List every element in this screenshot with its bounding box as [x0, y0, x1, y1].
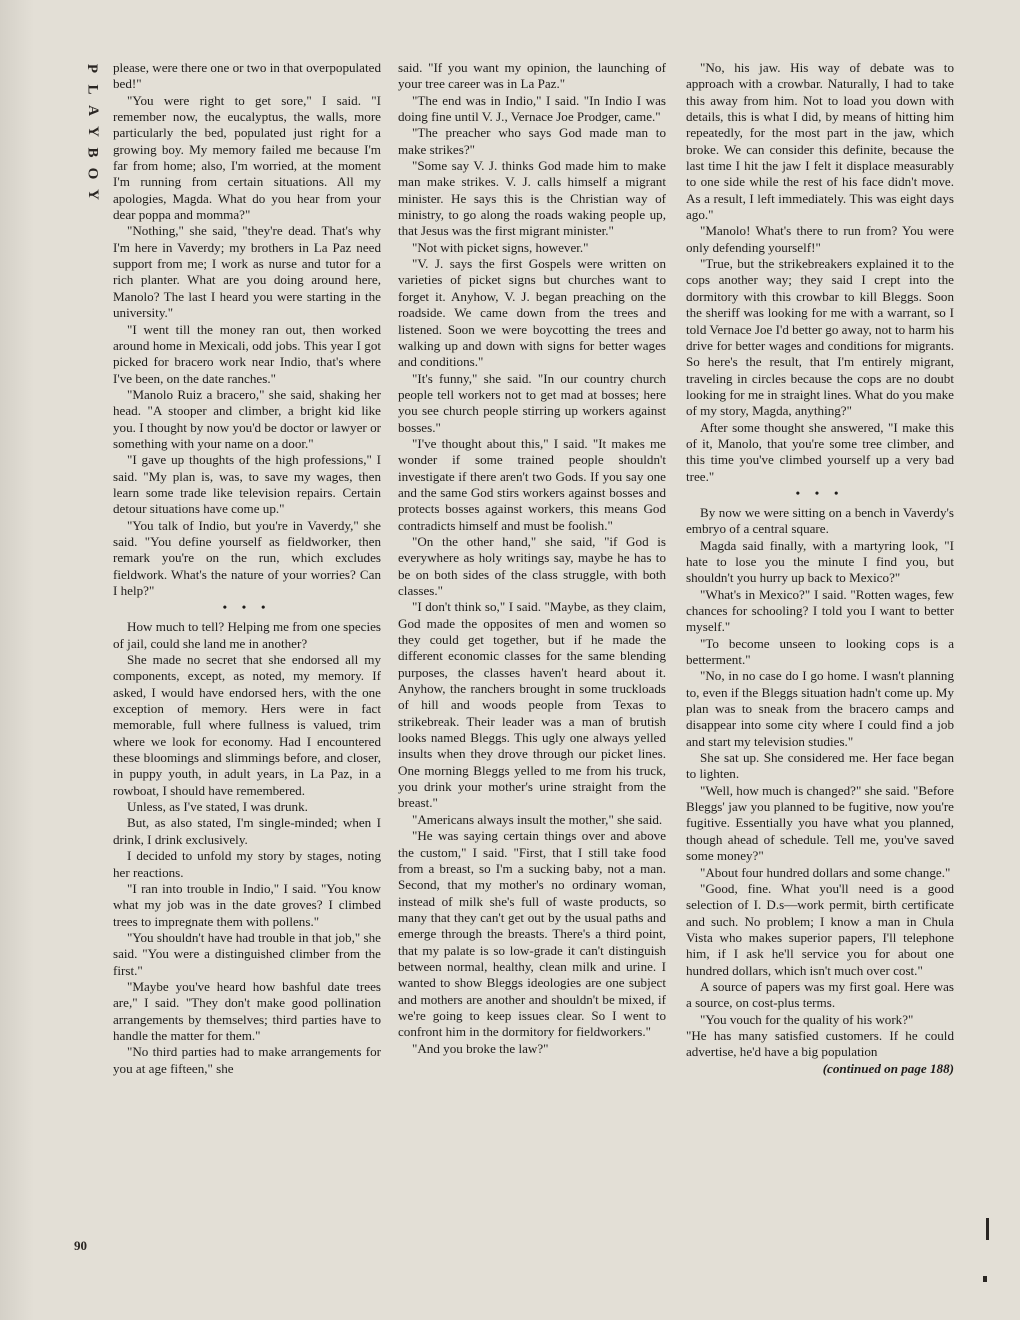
paragraph: "Maybe you've heard how bashful date trees are," I said. "They don't make good pollination arrangements by themselves; third parties have to handle the matter for them."	[113, 978, 381, 1043]
paragraph: "You vouch for the quality of his work?"	[700, 1011, 914, 1027]
paragraph: "Manolo! What's there to run from? You were only defending yourself!"	[686, 223, 954, 255]
continued-note: (continued on page 188)	[822, 1060, 954, 1076]
masthead-letter: O	[84, 167, 101, 180]
paragraph: "It's funny," she said. "In our country church people tell workers not to get mad at bosses; here you see church people stirring up workers against bosses."	[398, 370, 666, 435]
paragraph: "I went till the money ran out, then worked around home in Mexicali, odd jobs. This year I got picked for bracero work near Indio, that's where I've been, on the date ranches."	[113, 321, 381, 386]
paragraph: "You shouldn't have had trouble in that job," she said. "You were a distinguished climber from the first."	[113, 929, 381, 978]
paragraph: "You talk of Indio, but you're in Vaverdy," she said. "You define yourself as fieldworker, then remark you're on the run, which excludes fieldwork. What's the nature of your worries? Can I help?"	[113, 517, 381, 598]
text-column-3	[686, 60, 954, 1077]
paragraph: But, as also stated, I'm single-minded; when I drink, I drink exclusively.	[113, 815, 381, 847]
paragraph: "No third parties had to make arrangements for you at age fifteen," she	[113, 1044, 381, 1076]
section-break: • • •	[795, 485, 845, 500]
paragraph: "I've thought about this," I said. "It makes me wonder if some trained people shouldn't investigate if there aren't two Gods. If you say one and the same God stirs workers against bosses and protects bosses against workers, this means God contradicts himself and must be foolish."	[398, 435, 666, 533]
paragraph: After some thought she answered, "I make this of it, Manolo, that you're some tree climber, and this time you've climbed yourself up a very bad tree."	[686, 419, 954, 484]
edge-mark	[983, 1276, 987, 1282]
edge-mark	[986, 1218, 989, 1240]
paragraph: "Good, fine. What you'll need is a good selection of I. D.s—work permit, birth certificate and such. No problem; I know a man in Chula Vista who makes superior papers, I'll telephone him, if I ask he'll service you for about one hundred dollars, which isn't much over cost."	[686, 880, 954, 978]
masthead-letter: Y	[84, 126, 101, 137]
paragraph: A source of papers was my first goal. Here was a source, on cost-plus terms.	[686, 978, 954, 1011]
section-break: • • •	[222, 600, 272, 615]
page-edge-shadow	[0, 0, 34, 1320]
paragraph: "No, his jaw. His way of debate was to approach with a crowbar. Naturally, I had to take this away from him. Not to load you down with details, this is what I did, by means of hitting him repeatedly, for the most part in the jaw, which broke. We can consider this definite, because the last time I hit the jaw I felt it displace measurably to one side while the rest of his face didn't move. As a result, I left immediately. This was eight days ago."	[686, 60, 954, 223]
paragraph: please, were there one or two in that overpopulated bed!"	[113, 60, 381, 92]
paragraph: "What's in Mexico?" I said. "Rotten wages, few chances for schooling? I told you I want to better myself."	[686, 586, 954, 635]
paragraph: "Manolo Ruiz a bracero," she said, shaking her head. "A stooper and climber, a bright kid like you. I thought by now you'd be doctor or lawyer or something with your name on a door."	[113, 386, 381, 451]
paragraph: "He was saying certain things over and above the custom," I said. "First, that I still take food from a breast, so I'm a sucking baby, not a man. Second, that my mother's no ordinary woman, instead of milk she's full of waste products, so many that they can't get out by the usual paths and emerge through the breasts. There's a third point, that my palate is so low-grade it can't distinguish between normal, healthy, clean milk and urine. I wanted to show Bleggs ideologies are one subject and mothers are another and shouldn't be mixed, if we're going to keep issues clear. So I went to confront him in the dormitory for fieldworkers."	[398, 828, 666, 1040]
paragraph: "And you broke the law?"	[412, 1040, 549, 1056]
paragraph: "To become unseen to looking cops is a betterment."	[686, 635, 954, 668]
page-number: 90	[74, 1238, 87, 1253]
masthead-letter: L	[84, 84, 101, 95]
paragraph: She made no secret that she endorsed all my components, except, as noted, my memory. If asked, I would have endorsed hers, with the one exception of memory. Hers were in fact memorable, full where fullness is valued, trim where we look for economy. Had I encountered these bloomings and slimmings before, and closer, in puppy youth, in adult years, in La Paz, in a rowboat, I should have remembered.	[113, 652, 381, 798]
paragraph: "He has many satisfied customers. If he could advertise, he'd have a big population	[686, 1027, 954, 1060]
masthead-letter: P	[84, 63, 101, 74]
paragraph: "V. J. says the first Gospels were written on varieties of picket signs but churches want to forget it. Anyhow, V. J. began preaching on the roadside. We came down from the trees and listened. Soon we were boycotting the trees and walking up and down with signs for better wages and conditions."	[398, 256, 666, 370]
text-column-2	[398, 60, 666, 1057]
paragraph: How much to tell? Helping me from one species of jail, could she land me in another?	[113, 619, 381, 651]
playboy-masthead-vertical	[82, 58, 102, 205]
paragraph: "On the other hand," she said, "if God is everywhere as holy writings say, maybe he has to be on both sides of the class struggle, with both classes."	[398, 533, 666, 598]
text-column-1	[113, 60, 381, 1077]
paragraph: "I gave up thoughts of the high professions," I said. "My plan is, was, to save my wages, then learn some trade like television repairs. Certain detour situations have come up."	[113, 452, 381, 517]
paragraph: said. "If you want my opinion, the launching of your tree career was in La Paz."	[398, 60, 666, 92]
paragraph: "True, but the strikebreakers explained it to the cops another way; they said I crept into the dormitory with this crowbar to kill Bleggs. Soon the sheriff was looking for me with a warrant, so I told Vernace Joe I'd better go away, not to harm his drive for better wages and conditions for migrants. So here's the result, that I'm entirely migrant, traveling in circles because the cops are no doubt looking for me in straight lines. What do you make of my story, Magda, anything?"	[686, 256, 954, 419]
paragraph: "You were right to get sore," I said. "I remember now, the eucalyptus, the walls, more particularly the bed, populated just right for a growing boy. My memory failed me because I'm far from home; also, I'm worried, at the moment I'm running from certain situations. All my apologies, Magda. What do you hear from your dear poppa and momma?"	[113, 92, 381, 223]
paragraph: "I don't think so," I said. "Maybe, as they claim, God made the opposites of men and women so they could get together, but if he made the different economic classes for the same blending purposes, the classes haven't heard about it. Anyhow, the ranchers brought in some truckloads of hill and woods people from Texas to strikebreak. Their leader was a man of brutish looks named Bleggs. This ugly one always yelled insults when they drove through our picket lines. One morning Bleggs yelled to me from his truck, you drink your mother's urine straight from the breast."	[398, 599, 666, 811]
masthead-letter: B	[84, 147, 101, 158]
paragraph: "Americans always insult the mother," she said.	[412, 811, 663, 827]
paragraph: "Well, how much is changed?" she said. "Before Bleggs' jaw you planned to be fugitive, now you're fugitive. Essentially you have what you planned, though ahead of schedule. Tell me, you've saved some money?"	[686, 782, 954, 864]
paragraph: "The preacher who says God made man to make strikes?"	[398, 125, 666, 157]
paragraph: Unless, as I've stated, I was drunk.	[127, 799, 308, 815]
paragraph: "Nothing," she said, "they're dead. That's why I'm here in Vaverdy; my brothers in La Paz need support from me; I work as nurse and tutor for a rich planter. What are you doing around here, Manolo? The last I heard you were starting in the university."	[113, 223, 381, 321]
paragraph: "Not with picket signs, however."	[412, 239, 589, 255]
paragraph: "Some say V. J. thinks God made him to make man make strikes. V. J. calls himself a migrant minister. He says this is the Christian way of ministry, to go along the roads waking people up, that Jesus was the first migrant minister."	[398, 158, 666, 239]
paragraph: "The end was in Indio," I said. "In Indio I was doing fine until V. J., Vernace Joe Prodger, came."	[398, 92, 666, 125]
masthead-letter: A	[84, 105, 101, 116]
paragraph: "I ran into trouble in Indio," I said. "You know what my job was in the date groves? I climbed trees to impregnate them with pollens."	[113, 880, 381, 929]
masthead-letter: Y	[84, 189, 101, 200]
paragraph: "About four hundred dollars and some change."	[700, 864, 951, 880]
paragraph: By now we were sitting on a bench in Vaverdy's embryo of a central square.	[686, 504, 954, 537]
paragraph: She sat up. She considered me. Her face began to lighten.	[686, 750, 954, 782]
paragraph: Magda said finally, with a martyring look, "I hate to lose you the minute I find you, but shouldn't you hurry up back to Mexico?"	[686, 537, 954, 586]
paragraph: "No, in no case do I go home. I wasn't planning to, even if the Bleggs situation hadn't come up. My plan was to sneak from the bracero camps and disappear into some city where I could find a job and start my television studies."	[686, 668, 954, 749]
paragraph: I decided to unfold my story by stages, noting her reactions.	[113, 848, 381, 880]
